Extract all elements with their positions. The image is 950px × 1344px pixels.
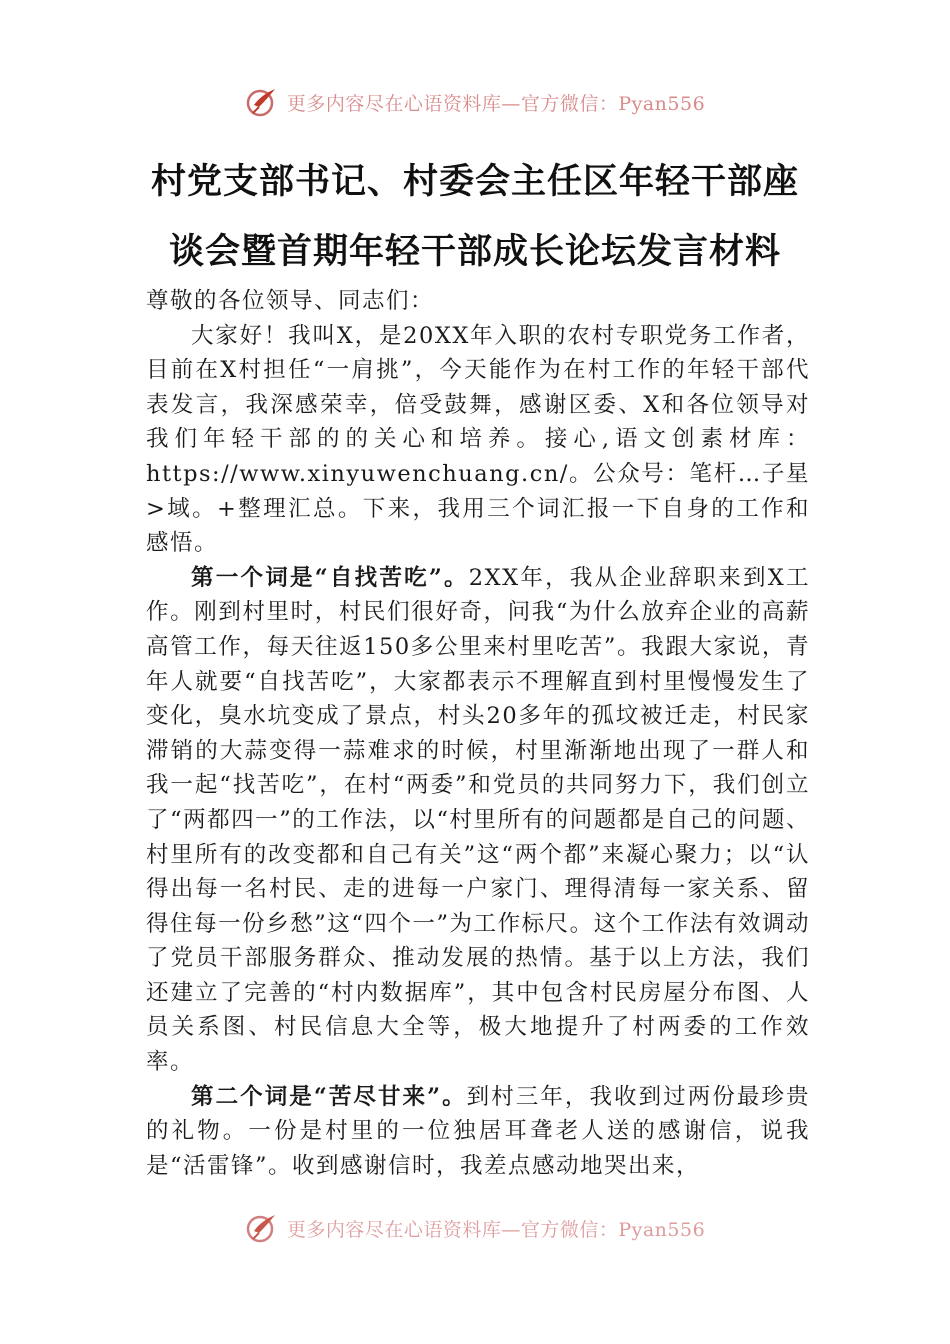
document-body [146, 284, 810, 1183]
salutation: 尊敬的各位领导、同志们： [146, 288, 435, 314]
document-title-line-1: 村党支部书记、村委会主任区年轻干部座 [150, 161, 799, 202]
watermark-text: 更多内容尽在心语资料库—官方微信：Pyan556 [286, 1218, 706, 1241]
paragraph-first-word [146, 561, 810, 1080]
quill-logo-icon [245, 1211, 279, 1243]
paragraph-second-word [146, 1080, 810, 1184]
paragraph-intro: 大家好！我叫X，是20XX年入职的农村专职党务工作者，目前在X村担任“一肩挑”，今天能作为在村工作的年轻干部代表发言，我深感荣幸，倍受鼓舞，感谢区委、X和各位领导对我们年轻干部的的关心和培养。接心,语文创素材库：https://www.xinyuwenchuang.cn/。公众号：笔杆…子星>域。+整理汇总。下来，我用三个词汇报一下自身的工作和感悟。 [146, 322, 810, 557]
section-heading-1: 第一个词是“自找苦吃”。 [191, 564, 469, 591]
section-body-2: 到村三年，我收到过两份最珍贵的礼物。一份是村里的一位独居耳聋老人送的感谢信，说我是“活雷锋”。收到感谢信时，我差点感动地哭出来， [146, 1083, 810, 1179]
section-heading-2: 第二个词是“苦尽甘来”。 [191, 1083, 467, 1110]
watermark-text: 更多内容尽在心语资料库—官方微信：Pyan556 [286, 92, 706, 115]
document-title-line-2: 谈会暨首期年轻干部成长论坛发言材料 [168, 231, 781, 272]
watermark-footer [0, 1205, 950, 1243]
section-body-1: 2XX年，我从企业辞职来到X工作。刚到村里时，村民们很好奇，问我“为什么放弃企业的高薪高管工作，每天往返150多公里来村里吃苦”。我跟大家说，青年人就要“自找苦吃”，大家都表示不理解直到村里慢慢发生了变化，臭水坑变成了景点，村头20多年的孤坟被迁走，村民家滞销的大蒜变得一蒜难求的时候，村里渐渐地出现了一群人和我一起“找苦吃”，在村“两委”和党员的共同努力下，我们创立了“两都四一”的工作法，以“村里所有的问题都是自己的问题、村里所有的改变都和自己有关”这“两个都”来凝心聚力；以“认得出每一名村民、走的进每一户家门、理得清每一家关系、留得住每一份乡愁”这“四个一”为工作标尺。这个工作法有效调动了党员干部服务群众、推动发展的热情。基于以上方法，我们还建立了完善的“村内数据库”，其中包含村民房屋分布图、人员关系图、村民信息大全等，极大地提升了村两委的工作效率。 [146, 564, 811, 1076]
